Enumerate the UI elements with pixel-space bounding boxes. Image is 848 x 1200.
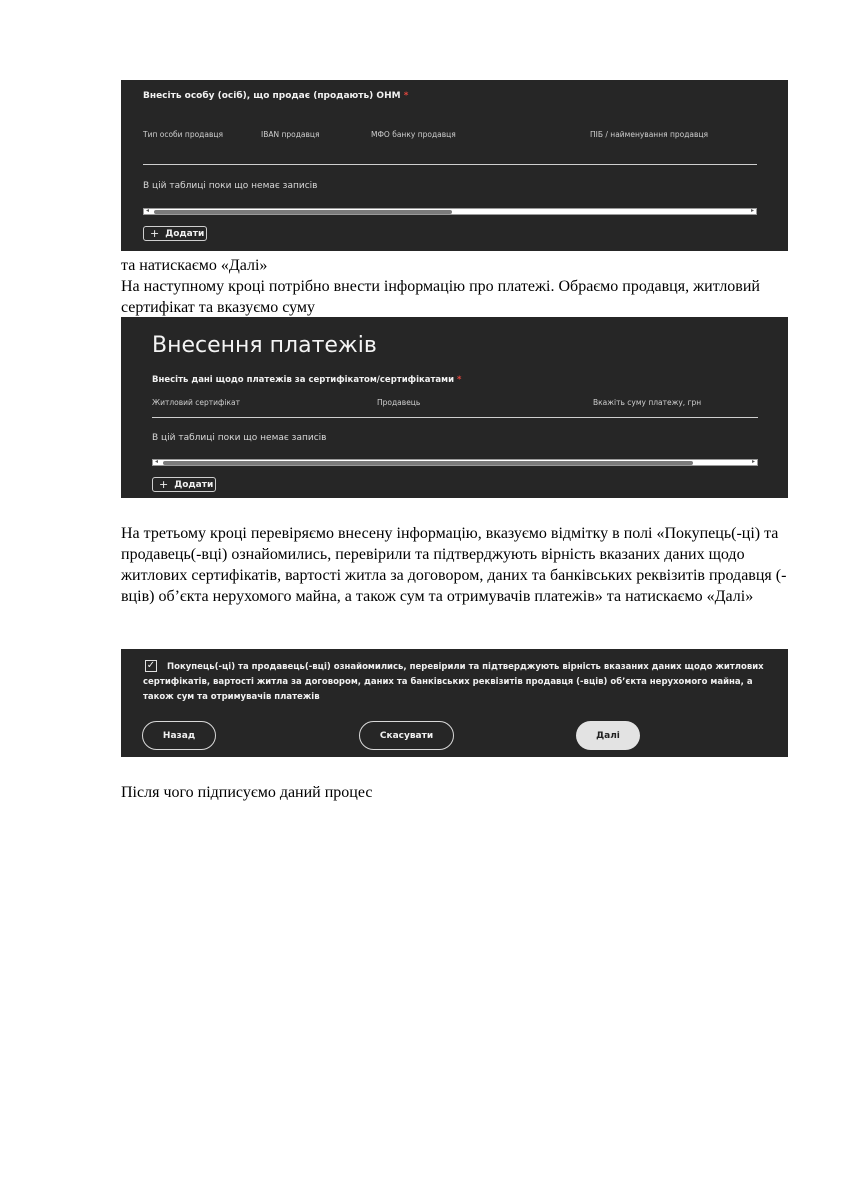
confirmation-checkbox-label: Покупець(-ці) та продавець(-вці) ознайомились, перевірили та підтверджують вірність вказаних даних щодо житлових сертифікатів, вартості житла за договором, даних та банківських реквізитів продавця (-вців) об’єкта нерухомого майна, а також сум та отримувачів платежів (143, 662, 764, 702)
empty-table-message: В цій таблиці поки що немає записів (152, 433, 327, 443)
next-button[interactable]: Далі (576, 721, 640, 750)
payments-panel (121, 317, 788, 498)
scroll-right-icon[interactable]: ▸ (751, 458, 755, 465)
scrollbar-thumb[interactable] (154, 210, 452, 214)
scrollbar-thumb[interactable] (163, 461, 693, 465)
empty-table-message: В цій таблиці поки що немає записів (143, 181, 318, 191)
instruction-payments: На наступному кроці потрібно внести інформацію про платежі. Обраємо продавця, житловий сертифікат та вказуємо суму (121, 278, 760, 316)
column-header-seller: Продавець (377, 398, 421, 407)
scroll-left-icon[interactable]: ◂ (146, 207, 150, 214)
horizontal-scrollbar[interactable] (143, 208, 757, 215)
add-payment-button[interactable] (152, 477, 216, 492)
column-header-amount: Вкажіть суму платежу, грн (593, 398, 702, 407)
column-header-iban: IBAN продавця (261, 130, 320, 139)
instruction-next: та натискаємо «Далі» (121, 257, 268, 274)
column-header-seller-type: Тип особи продавця (143, 130, 223, 139)
column-header-seller-name: ПІБ / найменування продавця (590, 130, 709, 139)
cancel-button[interactable]: Скасувати (359, 721, 454, 750)
required-mark: * (457, 375, 462, 385)
sellers-title: Внесіть особу (осіб), що продає (продають) ОНМ * (143, 91, 409, 101)
required-mark: * (403, 91, 409, 101)
add-button-label: Додати (174, 479, 214, 490)
horizontal-scrollbar[interactable] (152, 459, 758, 466)
instruction-sign: Після чого підписуємо даний процес (121, 784, 373, 801)
confirmation-panel (121, 649, 788, 757)
payments-heading: Внесення платежів (152, 333, 377, 358)
column-header-certificate: Житловий сертифікат (152, 398, 240, 407)
instruction-confirmation: На третьому кроці перевіряємо внесену інформацію, вказуємо відмітку в полі «Покупець(-ці) та продавець(-вці) ознайомились, перевірили та підтверджують вірність вказаних даних щодо житлових сертифікатів, вартості житла за договором, даних та банківських реквізитів продавця (-вців) об’єкта нерухомого майна, а також сум та отримувачів платежів» та натискаємо «Далі» (121, 525, 787, 605)
payments-subtitle: Внесіть дані щодо платежів за сертифікатом/сертифікатами * (152, 375, 462, 385)
plus-icon: + (150, 227, 160, 240)
add-seller-button[interactable] (143, 226, 207, 241)
check-icon: ✓ (146, 660, 156, 671)
plus-icon: + (159, 478, 169, 491)
scroll-right-icon[interactable]: ▸ (750, 207, 754, 214)
column-header-mfo: МФО банку продавця (371, 130, 456, 139)
table-header-divider (143, 164, 757, 165)
add-button-label: Додати (165, 228, 205, 239)
table-header-divider (152, 417, 758, 418)
back-button[interactable]: Назад (142, 721, 216, 750)
sellers-panel (121, 80, 788, 251)
scroll-left-icon[interactable]: ◂ (155, 458, 159, 465)
